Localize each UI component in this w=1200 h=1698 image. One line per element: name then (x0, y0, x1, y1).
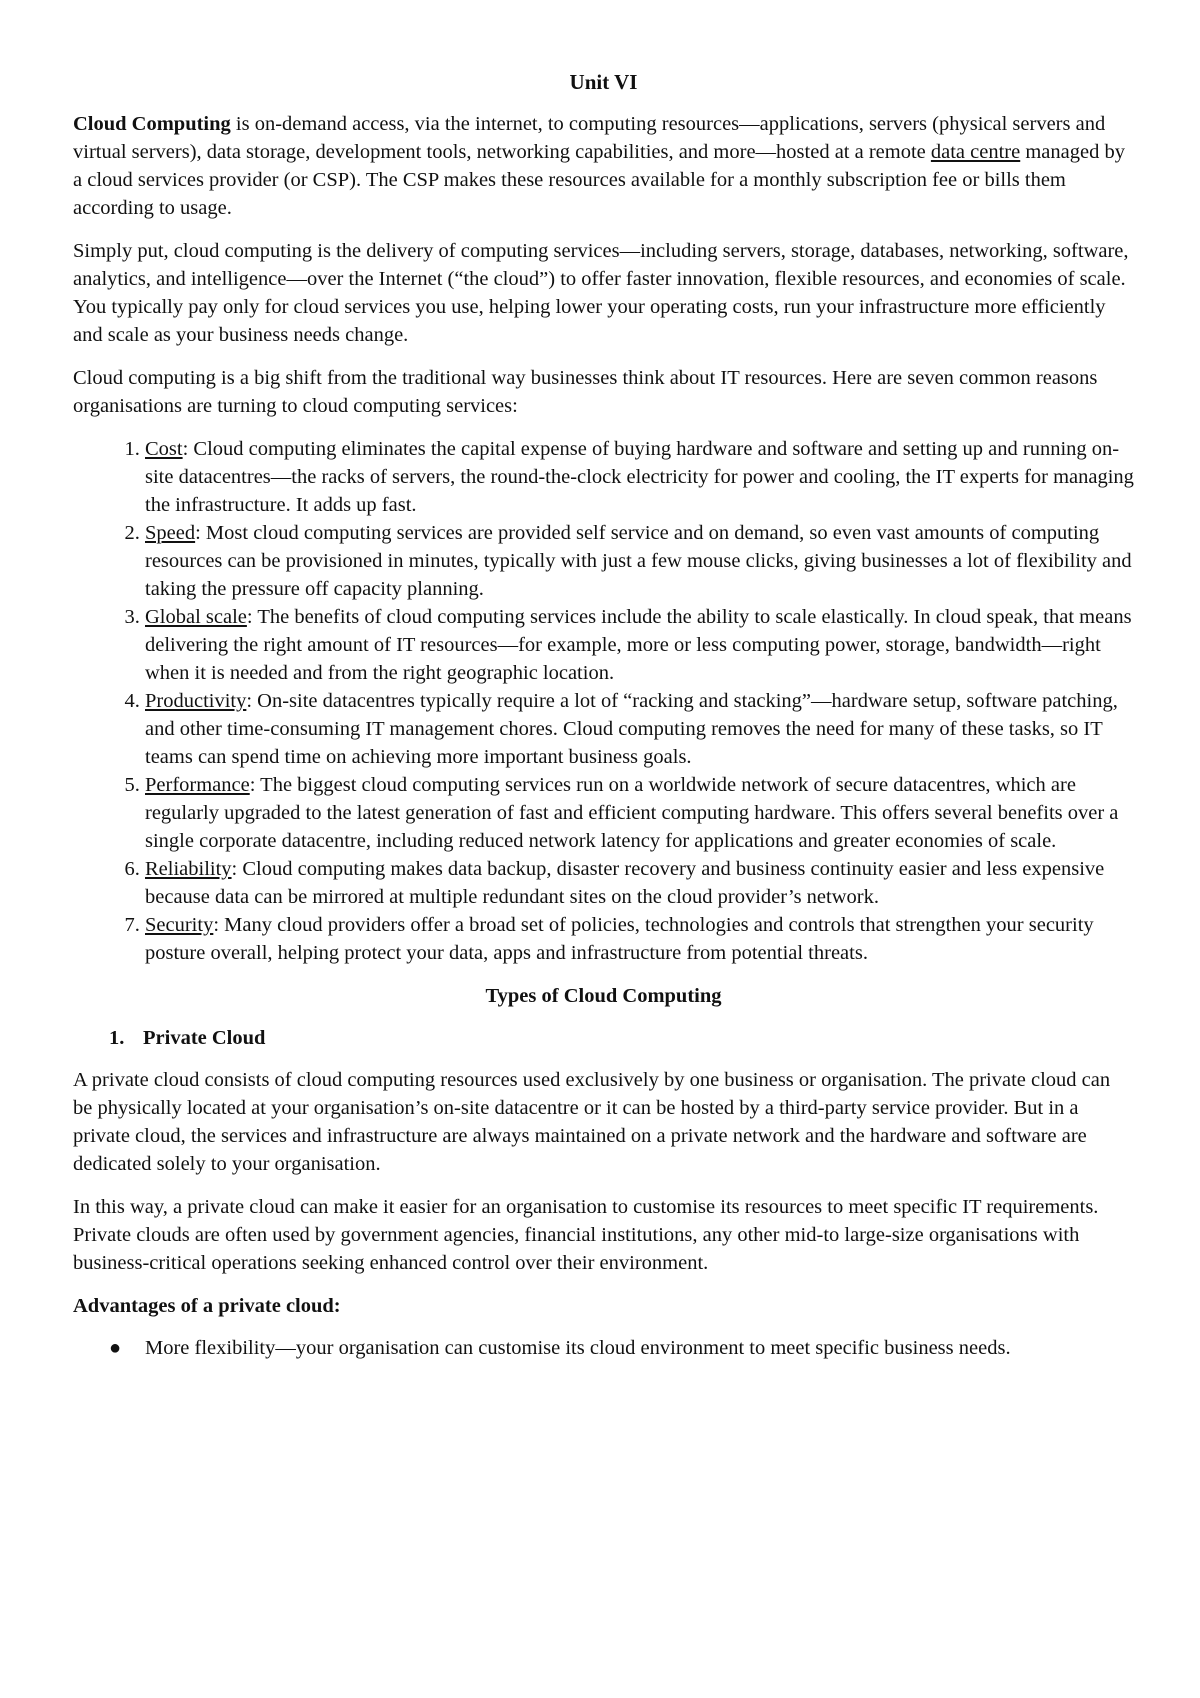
reason-item-global-scale (145, 603, 1134, 687)
reason-label: Global scale (145, 606, 247, 628)
intro-paragraph (73, 110, 1134, 222)
private-cloud-paragraph-2: In this way, a private cloud can make it easier for an organisation to customise its resources to meet specific IT requirements. Private clouds are often used by government agencies, financial institutions, any other mid-to large-size organisations with business-critical operations seeking enhanced control over their environment. (73, 1196, 1099, 1274)
reason-text: : On-site datacentres typically require a lot of “racking and stacking”—hardware setup, software patching, and other time-consuming IT management chores. Cloud computing removes the need for many of these tasks, so IT teams can spend time on achieving more important business goals. (145, 690, 1118, 768)
reason-item-speed (145, 519, 1134, 603)
reason-label: Performance (145, 774, 250, 796)
reasons-list (73, 435, 1134, 967)
reason-item-performance (145, 771, 1134, 855)
simply-put-paragraph: Simply put, cloud computing is the delivery of computing services—including servers, storage, databases, networking, software, analytics, and intelligence—over the Internet (“the cloud”) to offer faster innovation, flexible resources, and economies of scale. You typically pay only for cloud services you use, helping lower your operating costs, run your infrastructure more efficiently and scale as your business needs change. (73, 240, 1129, 346)
advantages-heading: Advantages of a private cloud: (73, 1295, 341, 1317)
private-cloud-heading (73, 1024, 1134, 1052)
reason-text: : Most cloud computing services are provided self service and on demand, so even vast amounts of computing resources can be provisioned in minutes, typically with just a few mouse clicks, giving businesses a lot of flexibility and taking the pressure off capacity planning. (145, 522, 1132, 600)
advantage-item (109, 1334, 1134, 1362)
intro-text-2: managed by a cloud services provider (or CSP). The CSP makes these resources available for a monthly subscription fee or bills them according to usage. (73, 141, 1125, 219)
intro-term: Cloud Computing (73, 113, 231, 135)
data-centre-link[interactable]: data centre (930, 141, 1021, 163)
advantage-text: More flexibility—your organisation can customise its cloud environment to meet specific business needs. (145, 1337, 1011, 1359)
unit-title: Unit VI (569, 70, 638, 94)
reason-label: Cost (145, 438, 183, 460)
private-cloud-paragraph-1: A private cloud consists of cloud computing resources used exclusively by one business or organisation. The private cloud can be physically located at your organisation’s on-site datacentre or it can be hosted by a third-party service provider. But in a private cloud, the services and infrastructure are always maintained on a private network and the hardware and software are dedicated solely to your organisation. (73, 1069, 1111, 1175)
bullet-icon: ● (109, 1337, 122, 1359)
reason-text: : Cloud computing makes data backup, disaster recovery and business continuity easier and less expensive because data can be mirrored at multiple redundant sites on the cloud provider’s network. (145, 858, 1105, 908)
advantages-list (73, 1334, 1134, 1362)
reason-text: : The biggest cloud computing services run on a worldwide network of secure datacentres, which are regularly upgraded to the latest generation of fast and efficient computing hardware. This offers several benefits over a single corporate datacentre, including reduced network latency for applications and greater economies of scale. (145, 774, 1119, 852)
reason-label: Reliability (145, 858, 232, 880)
intro-text-1: is on-demand access, via the internet, to computing resources—applications, servers (physical servers and virtual servers), data storage, development tools, networking capabilities, and more—hosted at a remote (73, 113, 1106, 163)
reason-label: Security (145, 914, 214, 936)
types-title: Types of Cloud Computing (485, 985, 722, 1007)
reason-text: : The benefits of cloud computing services include the ability to scale elastically. In cloud speak, that means delivering the right amount of IT resources—for example, more or less computing power, storage, bandwidth—right when it is needed and from the right geographic location. (145, 606, 1132, 684)
reason-item-reliability (145, 855, 1134, 911)
reason-item-security (145, 911, 1134, 967)
reason-text: : Cloud computing eliminates the capital expense of buying hardware and software and setting up and running on-site datacentres—the racks of servers, the round-the-clock electricity for power and cooling, the IT experts for managing the infrastructure. It adds up fast. (145, 438, 1134, 516)
heading-text: Private Cloud (143, 1027, 266, 1049)
reason-text: : Many cloud providers offer a broad set of policies, technologies and controls that strengthen your security posture overall, helping protect your data, apps and infrastructure from potential threats. (145, 914, 1094, 964)
reason-item-cost (145, 435, 1134, 519)
big-shift-paragraph: Cloud computing is a big shift from the traditional way businesses think about IT resources. Here are seven common reasons organisations are turning to cloud computing services: (73, 367, 1098, 417)
heading-number: 1. (109, 1027, 125, 1049)
reason-label: Speed (145, 522, 196, 544)
reason-label: Productivity (145, 690, 247, 712)
reason-item-productivity (145, 687, 1134, 771)
